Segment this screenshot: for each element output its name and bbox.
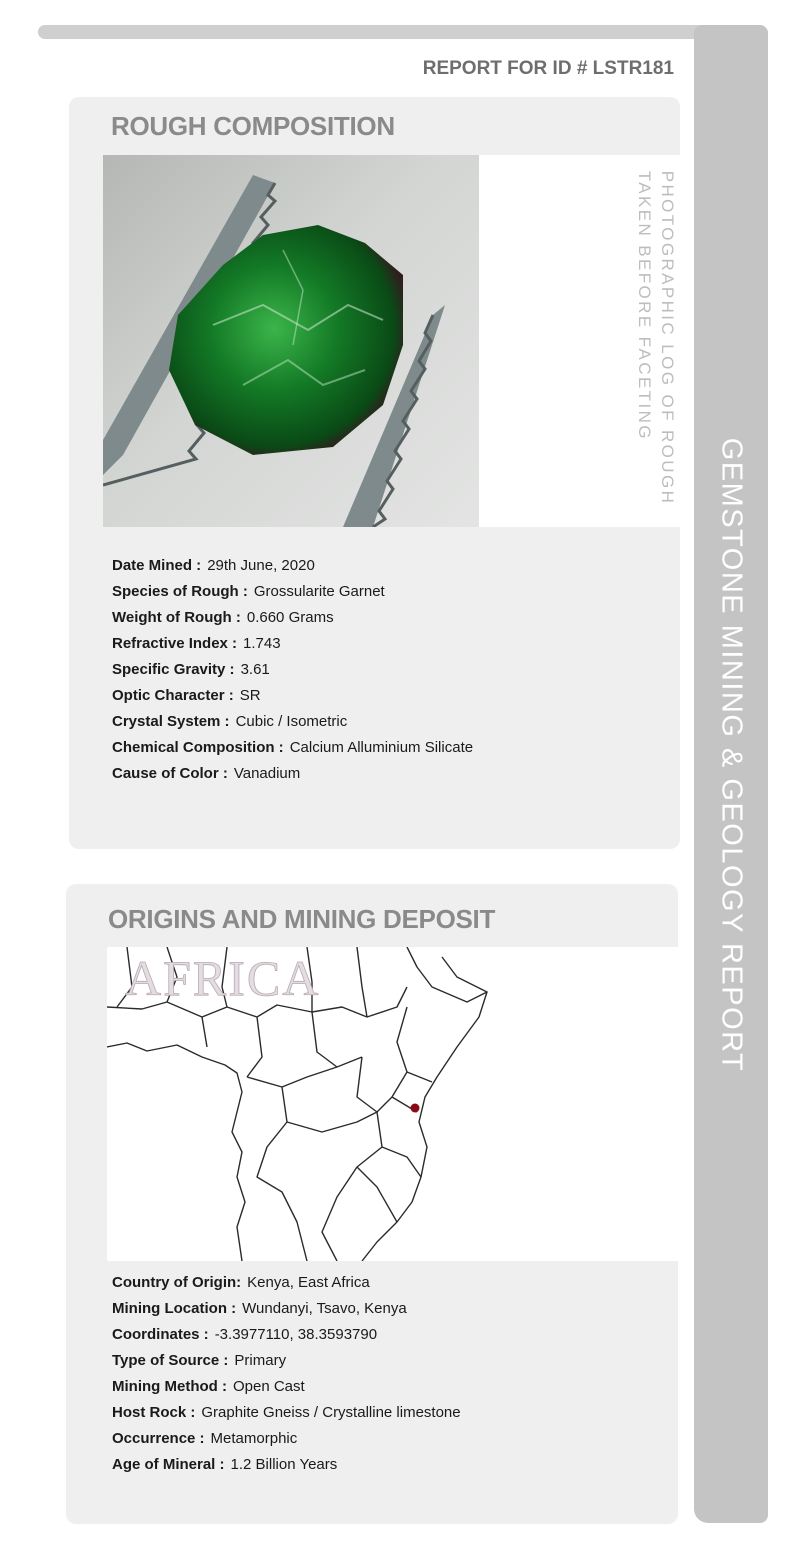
- map-region-label: AFRICA: [125, 950, 321, 1006]
- field-label: Cause of Color :: [112, 765, 228, 782]
- field-weight: [112, 605, 473, 631]
- field-value: 0.660 Grams: [246, 609, 334, 626]
- rough-photo-area: [103, 155, 680, 527]
- report-id: REPORT FOR ID # LSTR181: [422, 58, 674, 79]
- rough-composition-title: ROUGH COMPOSITION: [111, 111, 395, 141]
- field-date-mined: [112, 553, 473, 579]
- field-mining-method: [112, 1374, 461, 1400]
- field-label: Coordinates :: [112, 1326, 209, 1343]
- photo-caption-line-2: TAKEN BEFORE FACETING: [635, 170, 654, 441]
- africa-map-svg: [107, 947, 678, 1261]
- field-label: Optic Character :: [112, 687, 234, 704]
- photo-caption-line-1: PHOTOGRAPHIC LOG OF ROUGH: [658, 170, 677, 506]
- field-label: Host Rock :: [112, 1404, 196, 1421]
- field-refractive-index: [112, 631, 473, 657]
- field-value: Open Cast: [232, 1378, 305, 1395]
- field-specific-gravity: [112, 657, 473, 683]
- field-label: Country of Origin:: [112, 1274, 242, 1291]
- field-label: Species of Rough :: [112, 583, 248, 600]
- field-country-of-origin: [112, 1270, 461, 1296]
- side-report-title: GEMSTONE MINING & GEOLOGY REPORT: [715, 437, 748, 1073]
- field-host-rock: [112, 1400, 461, 1426]
- deposit-location-marker: [411, 1104, 420, 1113]
- field-label: Refractive Index :: [112, 635, 238, 652]
- field-label: Age of Mineral :: [112, 1456, 225, 1473]
- field-optic-character: [112, 683, 473, 709]
- field-label: Specific Gravity :: [112, 661, 235, 678]
- field-value: Primary: [234, 1352, 287, 1369]
- field-type-of-source: [112, 1348, 461, 1374]
- field-value: 1.743: [243, 635, 281, 652]
- field-chemical-composition: [112, 735, 473, 761]
- field-value: Grossularite Garnet: [253, 583, 385, 600]
- field-value: Calcium Alluminium Silicate: [289, 739, 474, 756]
- field-value: Cubic / Isometric: [235, 713, 348, 730]
- field-value: Kenya, East Africa: [247, 1274, 370, 1291]
- rough-fields: [112, 553, 473, 787]
- field-label: Mining Location :: [112, 1300, 237, 1317]
- field-label: Mining Method :: [112, 1378, 227, 1395]
- field-cause-of-color: [112, 761, 473, 787]
- field-label: Date Mined :: [112, 557, 202, 574]
- field-species: [112, 579, 473, 605]
- field-value: 1.2 Billion Years: [230, 1456, 338, 1473]
- field-value: 29th June, 2020: [207, 557, 315, 574]
- gemstone-illustration: [103, 155, 479, 527]
- field-label: Type of Source :: [112, 1352, 229, 1369]
- origin-fields: [112, 1270, 461, 1478]
- field-value: -3.3977110, 38.3593790: [214, 1326, 378, 1343]
- field-mining-location: [112, 1296, 461, 1322]
- field-label: Crystal System :: [112, 713, 230, 730]
- field-age-of-mineral: [112, 1452, 461, 1478]
- field-label: Weight of Rough :: [112, 609, 241, 626]
- field-value: Graphite Gneiss / Crystalline limestone: [201, 1404, 461, 1421]
- field-label: Occurrence :: [112, 1430, 205, 1447]
- field-value: SR: [239, 687, 261, 704]
- field-value: 3.61: [240, 661, 270, 678]
- origins-title: ORIGINS AND MINING DEPOSIT: [108, 904, 496, 934]
- field-label: Chemical Composition :: [112, 739, 284, 756]
- field-value: Wundanyi, Tsavo, Kenya: [242, 1300, 407, 1317]
- gemstone-rough-photo: [103, 155, 479, 527]
- top-decorative-bar: [38, 25, 758, 39]
- field-coordinates: [112, 1322, 461, 1348]
- africa-map: [107, 947, 678, 1261]
- photo-caption: [633, 171, 679, 506]
- field-occurrence: [112, 1426, 461, 1452]
- field-value: Metamorphic: [210, 1430, 298, 1447]
- field-value: Vanadium: [233, 765, 301, 782]
- field-crystal-system: [112, 709, 473, 735]
